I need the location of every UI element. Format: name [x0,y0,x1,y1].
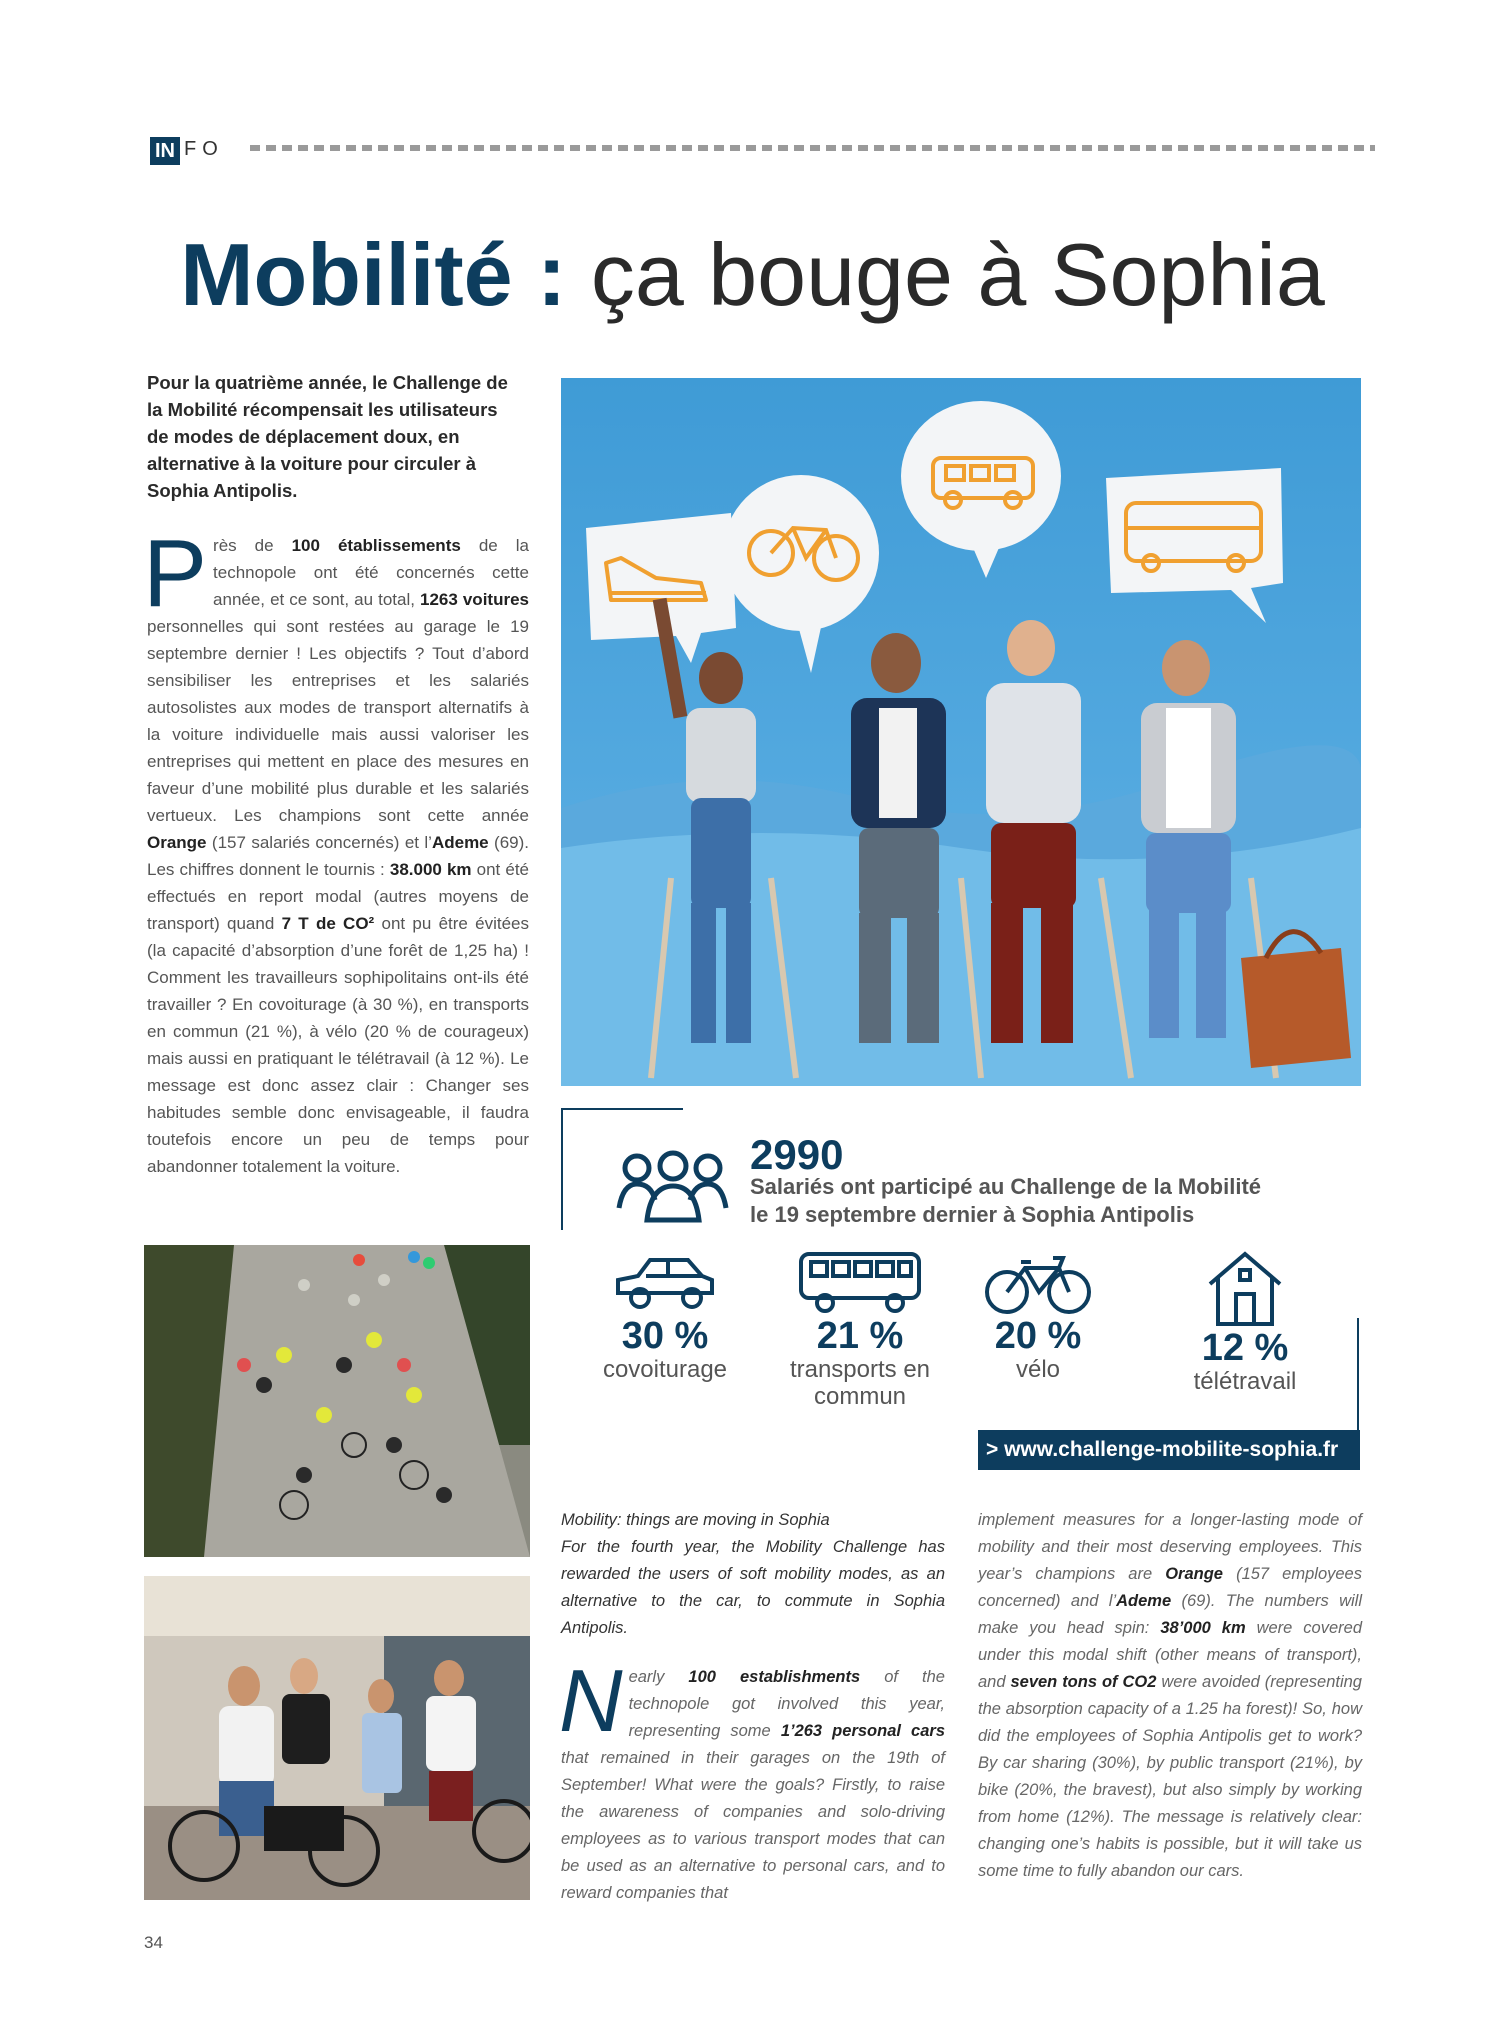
drop-cap-en: N [559,1651,623,1750]
intro-paragraph: Pour la quatrième année, le Challenge de la Mobilité récompensait les utilisateurs de modes de déplacement doux, en alternative à la voiture pour circuler à Sophia Antipolis. [147,372,508,501]
stat-remote-label: télétravail [1193,1368,1297,1395]
stat-transport-label-1: transports en [789,1356,931,1383]
handbag [1241,948,1351,1068]
title-bold: Mobilité : [180,225,567,324]
challenge-website-link[interactable]: > www.challenge-mobilite-sophia.fr [978,1430,1360,1470]
participants-count: 2990 [750,1131,844,1178]
info-logo-rest: FO [184,138,224,160]
title-light: ça bouge à Sophia [590,225,1325,324]
article-body-fr: Près de 100 établissements de la technopole ont été concernés cette année, et ce sont, au total, 1263 voitures personnelles qui sont restées au garage le 19 septembre dernier ! Les objectifs ? Tout d’abord sensibiliser les entreprises et les salariés autosolistes aux modes de transport alternatifs à la voiture individuelle mais aussi valoriser les entreprises qui mettent en place des mesures en faveur d’une mobilité plus durable et les salariés vertueux. Les champions sont cette année Orange (157 salariés concernés) et l’Ademe (69). Les chiffres donnent le tournis : 38.000 km ont été effectués en report modal (autres moyens de transport) quand 7 T de CO² ont pu être évitées (la capacité d’absorption d’une forêt de 1,25 ha) ! Comment les travailleurs sophipolitains ont-ils été travailler ? En covoiturage (à 30 %), en transports en commun (21 %), à vélo (20 % de courageux) mais aussi en pratiquant le télétravail (à 12 %). Le message est donc assez clair : Changer ses habitudes semble donc envisageable, il faudra toutefois encore un peu de temps pour abandonner totalement la voiture. [143,520,529,1176]
article-body-en-right: implement measures for a longer-lasting mode of mobility and their most deserving employees. This year’s champions are Orange (157 employees concerned) and l’Ademe (69). The numbers will make you head spin: 38’000 km were covered under this modal shift (other means of transport), and seven tons of CO2 were avoided (representing the absorption capacity of a 1.25 ha forest)! So, how did the employees of Sophia Antipolis get to work? By car sharing (30%), by public transport (21%), by bike (20%, the bravest), but also simply by working from home (12%). The message is relatively clear: changing one’s habits is possible, but it will take us some time to fully abandon our cars. [978,1511,1362,1880]
bike-icon [983,1248,1093,1316]
drop-cap: P [143,520,208,627]
english-intro: For the fourth year, the Mobility Challenge has rewarded the users of soft mobility modes, as an alternative to the car, to commute in Sophia Antipolis. [561,1538,945,1637]
bus-icon [795,1248,925,1316]
page-title [0,225,1505,325]
stat-carpool [580,1248,750,1383]
stat-bike [953,1248,1123,1383]
decorative-dash-line [250,142,1375,154]
stat-transport [775,1248,945,1410]
info-logo-letters: IN [155,140,175,162]
stat-transport-pct: 21 % [816,1315,904,1357]
stat-bike-pct: 20 % [994,1315,1082,1357]
stat-carpool-pct: 30 % [621,1315,709,1357]
hero-photo-people-with-speech-bubbles [561,378,1361,1086]
car-icon [610,1248,720,1316]
cyclists-group-photo [144,1245,530,1557]
stat-remote [1160,1248,1330,1395]
bubble-van [901,401,1061,551]
info-logo-box [150,137,180,165]
participants-description: Salariés ont participé au Challenge de la Mobilité le 19 septembre dernier à Sophia Antipolis [750,1174,1262,1227]
team-with-bikes-photo [144,1576,530,1900]
stat-bike-label: vélo [1015,1356,1061,1383]
house-icon [1200,1248,1290,1328]
stat-transport-label-2: commun [813,1383,907,1410]
english-body-left: Nearly 100 establishments of the technopole got involved this year, representing some 1’263 personal cars that remained in their garages on the 19th of September! What were the goals? Firstly, to raise the awareness of companies and solo-driving employees as to various transport modes that can be used as an alternative to personal cars, and to reward companies that [559,1651,945,1902]
article-body-en-left [561,1507,945,1907]
stat-remote-pct: 12 % [1201,1327,1289,1369]
english-title: Mobility: things are moving in Sophia [561,1511,830,1529]
people-group-icon [615,1148,730,1223]
page-number: 34 [144,1933,163,1952]
stat-carpool-label: covoiturage [602,1356,728,1383]
